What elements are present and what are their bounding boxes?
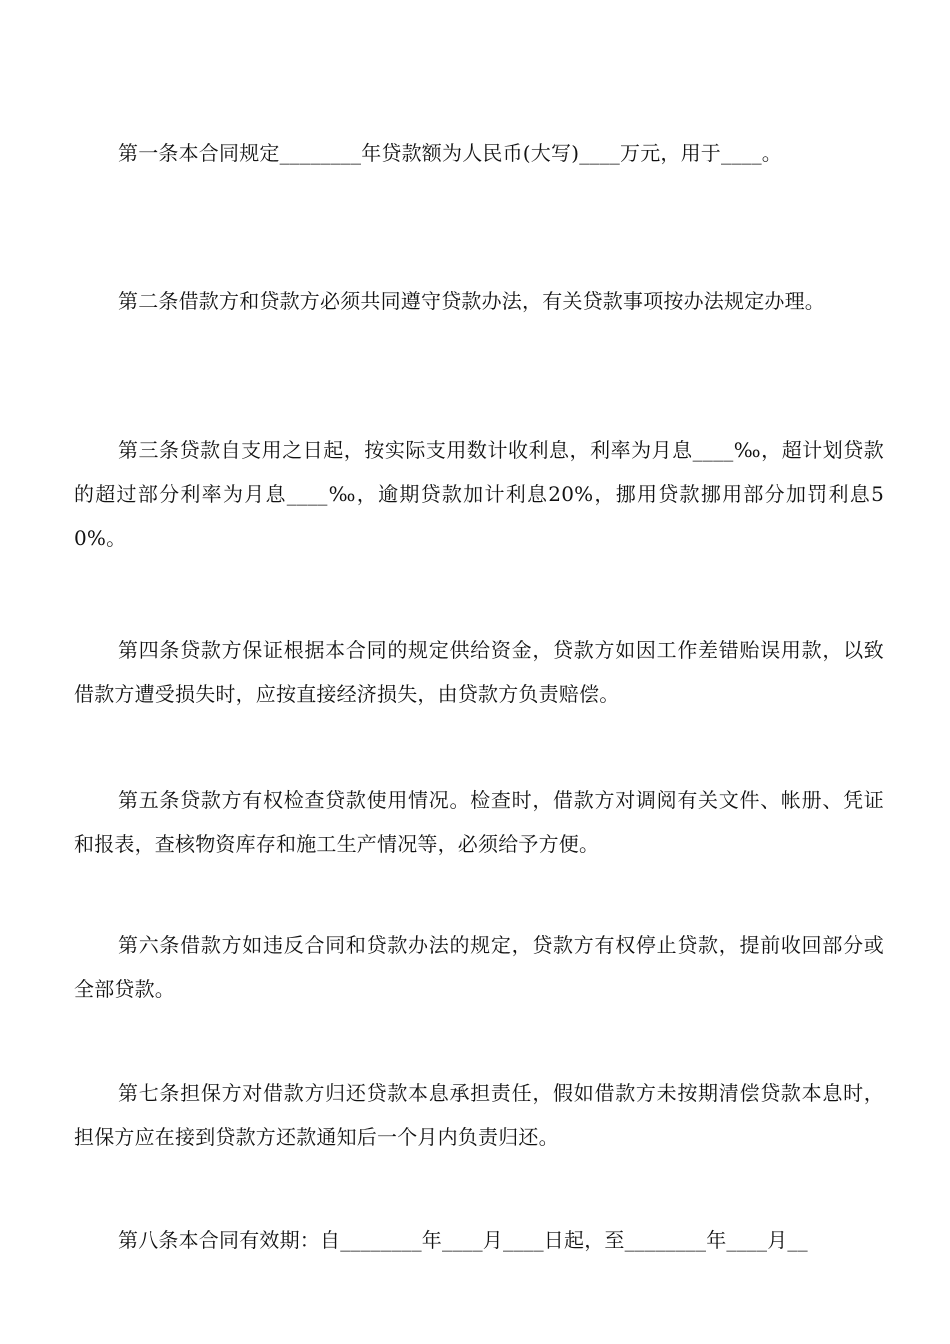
article-1: 第一条本合同规定________年贷款额为人民币(大写)____万元，用于____。 <box>118 141 783 165</box>
article-4: 第四条贷款方保证根据本合同的规定供给资金，贷款方如因工作差错贻误用款，以致借款方遭受损失时，应按直接经济损失，由贷款方负责赔偿。 <box>74 638 884 706</box>
article-6: 第六条借款方如违反合同和贷款办法的规定，贷款方有权停止贷款，提前收回部分或全部贷款。 <box>74 933 884 1001</box>
article-3: 第三条贷款自支用之日起，按实际支用数计收利息，利率为月息____‰，超计划贷款的超过部分利率为月息____‰，逾期贷款加计利息20%，挪用贷款挪用部分加罚利息50%。 <box>74 438 884 550</box>
article-2: 第二条借款方和贷款方必须共同遵守贷款办法，有关贷款事项按办法规定办理。 <box>118 289 825 313</box>
article-5: 第五条贷款方有权检查贷款使用情况。检查时，借款方对调阅有关文件、帐册、凭证和报表，查核物资库存和施工生产情况等，必须给予方便。 <box>74 788 884 856</box>
article-7: 第七条担保方对借款方归还贷款本息承担责任，假如借款方未按期清偿贷款本息时，担保方应在接到贷款方还款通知后一个月内负责归还。 <box>74 1081 884 1149</box>
article-8: 第八条本合同有效期：自________年____月____日起，至________年____月__ <box>118 1228 808 1252</box>
